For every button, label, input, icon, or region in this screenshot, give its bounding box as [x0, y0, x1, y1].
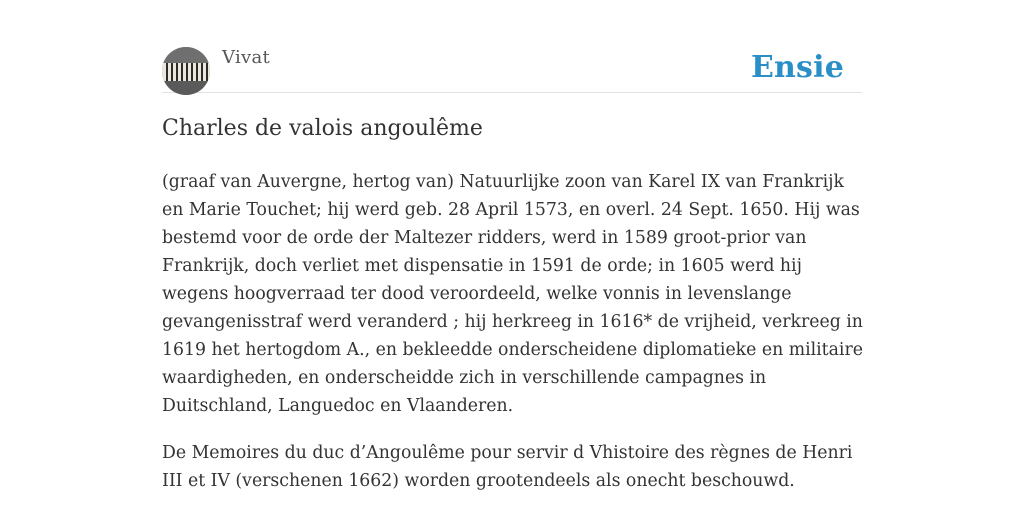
piano-keys-avatar-icon [162, 47, 210, 95]
article-paragraph: (graaf van Auvergne, hertog van) Natuurlijke zoon van Karel IX van Frankrijk en Marie Touchet; hij werd geb. 28 April 1573, en overl. 24 Sept. 1650. Hij was bestemd voor de orde der Maltezer ridders, werd in 1589 groot-prior van Frankrijk, doch verliet met dispensatie in 1591 de orde; in 1605 werd hij wegens hoogverraad ter dood veroordeeld, welke vonnis in levenslange gevangenisstraf werd veranderd ; hij herkreeg in 1616* de vrijheid, verkreeg in 1619 het hertogdom A., en bekleedde onderscheidene diplomatieke en militaire waardigheden, en onderscheidde zich in verschillende campagnes in Duitschland, Languedoc en Vlaanderen. [162, 172, 863, 416]
article-paragraph: De Memoires du duc d’Angoulême pour servir d Vhistoire des règnes de Henri III et IV (verschenen 1662) worden grootendeels als onecht beschouwd. [162, 443, 853, 491]
author-avatar[interactable] [162, 47, 210, 95]
brand-logo[interactable]: Ensie [750, 50, 844, 85]
article-title: Charles de valois angoulême [162, 116, 483, 141]
author-name[interactable]: Vivat [222, 47, 271, 68]
header [162, 47, 862, 93]
article-body [162, 168, 866, 512]
